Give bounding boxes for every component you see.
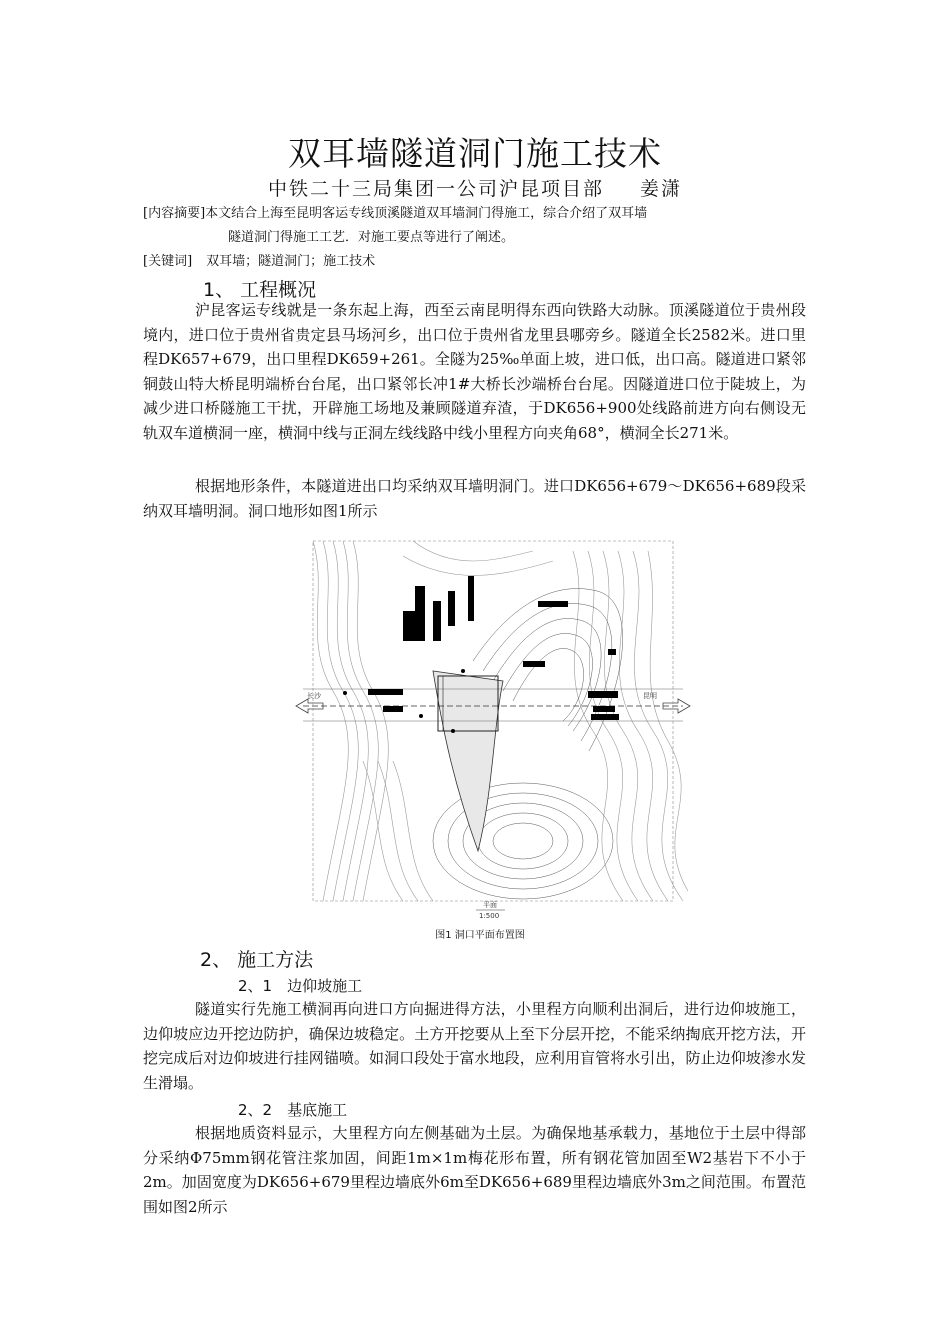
- abstract-text-line1: 本文结合上海至昆明客运专线顶溪隧道双耳墙洞门得施工，综合介绍了双耳墙: [205, 206, 648, 221]
- scale-label: 1:500: [479, 912, 500, 920]
- author-organization: 中铁二十三局集团一公司沪昆项目部: [267, 178, 604, 200]
- section-heading-overview: 1、 工程概况: [203, 279, 317, 301]
- keywords-label: [关键词]: [143, 254, 193, 269]
- abstract-label: [内容摘要]: [143, 206, 206, 221]
- site-plan-figure: [293, 531, 693, 921]
- site-plan-drawing: [293, 531, 693, 921]
- subsection-heading-slope: 2、1 边仰坡施工: [238, 977, 363, 995]
- abstract-text-line2: 隧道洞门得施工工艺．对施工要点等进行了阐述。: [228, 230, 515, 245]
- label-left: 长沙: [307, 692, 321, 700]
- keywords: [143, 250, 813, 274]
- paragraph-slope: 隧道实行先施工横洞再向进口方向掘进得方法，小里程方向顺利出洞后，进行边仰坡施工，边仰坡应边开挖边防护，确保边坡稳定。土方开挖要从上至下分层开挖，不能采纳掏底开挖方法，开挖完成后对边仰坡进行挂网锚喷。如洞口段处于富水地段，应利用盲管将水引出，防止边仰坡渗水发生滑塌。: [143, 1000, 806, 1092]
- author-name: 姜潇: [640, 178, 683, 200]
- paragraph-foundation: 根据地质资料显示，大里程方向左侧基础为土层。为确保地基承载力，基地位于土层中得部分采纳Φ75mm钢花管注浆加固，间距1m×1m梅花形布置，所有钢花管加固至W2基岩下不小于2m。加固宽度为DK656+679里程边墙底外6m至DK656+689里程边墙底外3m之间范围。布置范围如图2所示: [143, 1124, 806, 1216]
- document-title: 双耳墙隧道洞门施工技术: [288, 134, 662, 173]
- paragraph-overview-2: 根据地形条件，本隧道进出口均采纳双耳墙明洞门。进口DK656+679～DK656+689段采纳双耳墙明洞。洞口地形如图1所示: [143, 477, 806, 520]
- keywords-text: 双耳墙；隧道洞门；施工技术: [206, 254, 376, 269]
- paragraph-overview-1: 沪昆客运专线就是一条东起上海，西至云南昆明得东西向铁路大动脉。顶溪隧道位于贵州段境内，进口位于贵州省贵定县马场河乡，出口位于贵州省龙里县哪旁乡。隧道全长2582米。进口里程DK657+679，出口里程DK659+261。全隧为25‰单面上坡，进口低，出口高。隧道进口紧邻铜鼓山特大桥昆明端桥台台尾，出口紧邻长冲1#大桥长沙端桥台台尾。因隧道进口位于陡坡上，为减少进口桥隧施工干扰，开辟施工场地及兼顾隧道弃渣，于DK656+900处线路前进方向右侧设无轨双车道横洞一座，横洞中线与正洞左线线路中线小里程方向夹角68°，横洞全长271米。: [143, 301, 806, 442]
- section-heading-method: 2、 施工方法: [200, 949, 314, 971]
- plan-label: 平面: [483, 901, 497, 909]
- abstract: [143, 202, 813, 226]
- subsection-heading-foundation: 2、2 基底施工: [238, 1101, 348, 1119]
- author-line: [0, 174, 950, 201]
- figure-caption: 图1 洞口平面布置图: [435, 930, 525, 941]
- label-right: 昆明: [643, 692, 657, 700]
